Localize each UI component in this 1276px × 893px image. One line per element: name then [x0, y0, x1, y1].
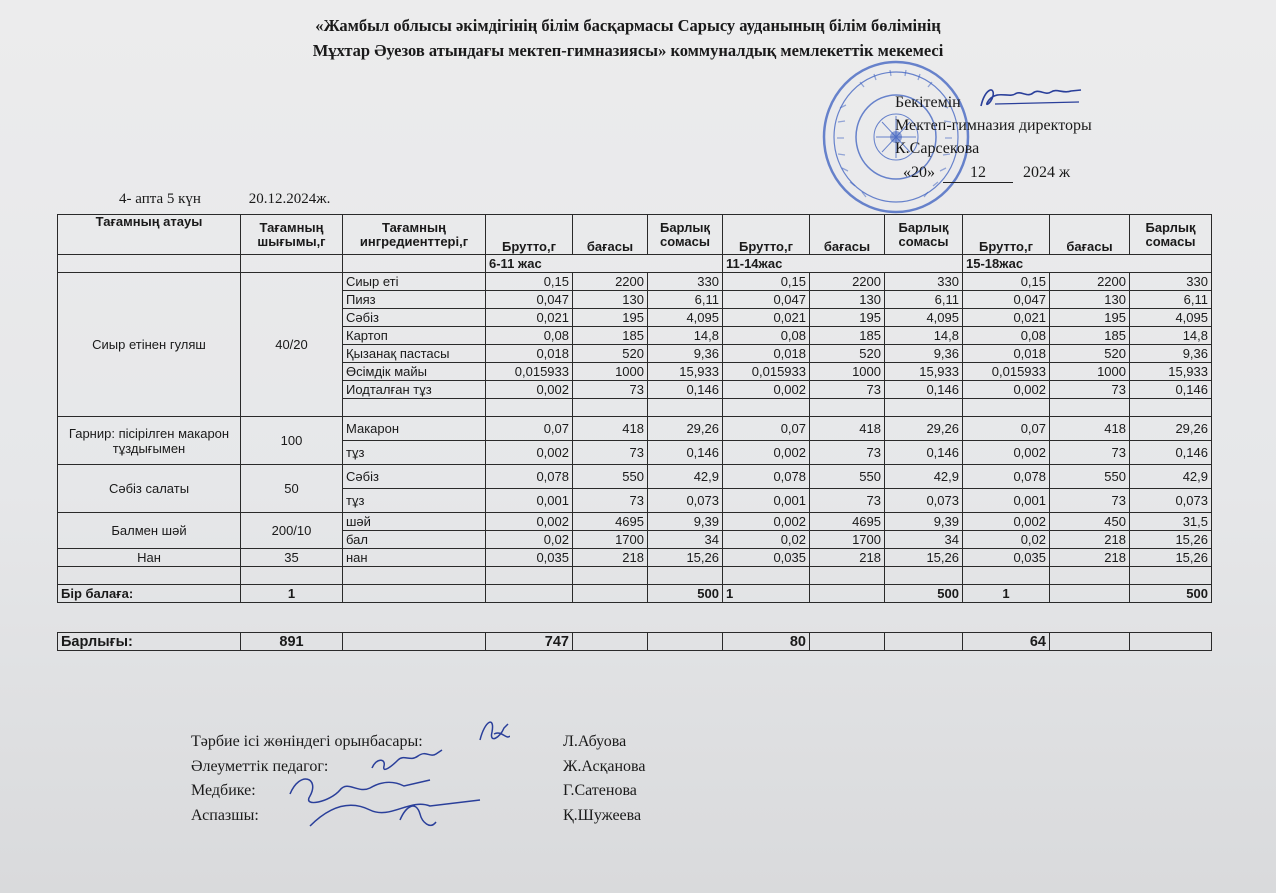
ingredient-value: 0,018: [963, 345, 1050, 363]
ingredient-value: [723, 399, 810, 417]
signer-name: Ж.Асқанова: [563, 757, 646, 775]
ingredient-value: 330: [1130, 273, 1212, 291]
header-name: Тағамның атауы: [58, 215, 241, 255]
ingredient-value: 73: [810, 441, 885, 465]
ingredient-value: 15,26: [648, 549, 723, 567]
ingredient-value: 15,26: [885, 549, 963, 567]
ingredient-value: 42,9: [885, 465, 963, 489]
ingredient-value: 130: [1050, 291, 1130, 309]
ingredient-value: 34: [648, 531, 723, 549]
ingredient-name: шәй: [343, 513, 486, 531]
menu-table: [57, 214, 1212, 603]
ingredient-value: 0,02: [486, 531, 573, 549]
ingredient-value: 34: [885, 531, 963, 549]
age-group-1: 6-11 жас: [486, 255, 723, 273]
ingredient-value: 4,095: [1130, 309, 1212, 327]
ingredient-name: тұз: [343, 441, 486, 465]
ingredient-name: тұз: [343, 489, 486, 513]
week-day: 4- апта 5 күн: [119, 191, 201, 207]
ingredient-name: Сиыр еті: [343, 273, 486, 291]
ingredient-value: 130: [810, 291, 885, 309]
signer-row: [191, 779, 661, 804]
ingredient-value: 0,146: [885, 381, 963, 399]
ingredient-value: 520: [810, 345, 885, 363]
ingredient-value: 0,021: [486, 309, 573, 327]
per-child-total-2: 500: [885, 585, 963, 603]
ingredient-value: 0,035: [723, 549, 810, 567]
ingredient-value: 0,015933: [486, 363, 573, 381]
ingredient-value: 0,002: [486, 513, 573, 531]
header-price-1: бағасы: [573, 215, 648, 255]
age-group-2: 11-14жас: [723, 255, 963, 273]
ingredient-value: 2200: [810, 273, 885, 291]
ingredient-name: Картоп: [343, 327, 486, 345]
header-ingredients: Тағамның ингредиенттері,г: [343, 215, 486, 255]
ingredient-value: 0,146: [1130, 381, 1212, 399]
grand-a: 891: [241, 633, 343, 651]
ingredient-value: 0,073: [648, 489, 723, 513]
ingredient-value: 31,5: [1130, 513, 1212, 531]
ingredient-value: 42,9: [648, 465, 723, 489]
ingredient-value: 0,02: [963, 531, 1050, 549]
ingredient-value: 0,146: [648, 441, 723, 465]
signer-role: Тәрбие ісі жөніндегі орынбасары:: [191, 733, 423, 750]
ingredient-value: 520: [573, 345, 648, 363]
approval-year: 2024 ж: [1023, 164, 1071, 181]
ingredient-value: 195: [573, 309, 648, 327]
ingredient-value: 218: [1050, 549, 1130, 567]
ingredient-value: 2200: [573, 273, 648, 291]
signer-name: Қ.Шужеева: [563, 806, 642, 824]
ingredient-value: 130: [573, 291, 648, 309]
approval-month: [943, 164, 1013, 183]
ingredient-value: 0,073: [1130, 489, 1212, 513]
ingredient-value: 0,002: [963, 381, 1050, 399]
ingredient-value: 15,933: [1130, 363, 1212, 381]
ingredient-value: 0,08: [963, 327, 1050, 345]
ingredient-value: 9,36: [648, 345, 723, 363]
ingredient-value: 218: [573, 549, 648, 567]
dish-yield: 40/20: [241, 273, 343, 417]
ingredient-value: 0,002: [963, 441, 1050, 465]
signers-block: [191, 730, 661, 828]
ingredient-value: 0,002: [486, 441, 573, 465]
official-seal: [820, 58, 972, 216]
ingredient-value: 0,035: [963, 549, 1050, 567]
ingredient-value: 15,26: [1130, 549, 1212, 567]
ingredient-value: 0,021: [963, 309, 1050, 327]
approval-date: [895, 164, 1070, 183]
ingredient-value: 0,001: [963, 489, 1050, 513]
ingredient-value: 218: [1050, 531, 1130, 549]
ingredient-row: [58, 549, 1212, 567]
ingredient-value: [1130, 399, 1212, 417]
ingredient-value: 0,073: [885, 489, 963, 513]
ingredient-name: бал: [343, 531, 486, 549]
ingredient-value: 330: [885, 273, 963, 291]
ingredient-value: 0,002: [723, 513, 810, 531]
ingredient-value: 4695: [573, 513, 648, 531]
age-group-row: [58, 255, 1212, 273]
ingredient-value: 0,047: [486, 291, 573, 309]
ingredient-value: 9,39: [648, 513, 723, 531]
ingredient-value: 1000: [810, 363, 885, 381]
per-child-label: Бір балаға:: [58, 585, 241, 603]
ingredient-value: 73: [810, 489, 885, 513]
signer-name: Л.Абуова: [563, 733, 627, 750]
menu-date: 20.12.2024ж.: [248, 191, 331, 207]
ingredient-value: 0,035: [486, 549, 573, 567]
per-child-total-3: 500: [1130, 585, 1212, 603]
ingredient-value: 29,26: [885, 417, 963, 441]
ingredient-value: 6,11: [1130, 291, 1212, 309]
ingredient-value: [963, 399, 1050, 417]
ingredient-row: [58, 417, 1212, 441]
ingredient-value: 73: [1050, 489, 1130, 513]
ingredient-value: 0,001: [723, 489, 810, 513]
ingredient-value: 0,078: [723, 465, 810, 489]
ingredient-value: 550: [1050, 465, 1130, 489]
ingredient-value: [1050, 399, 1130, 417]
approval-month-value: 12: [970, 164, 986, 181]
header-brutto-1: Брутто,г: [486, 215, 573, 255]
ingredient-value: 29,26: [648, 417, 723, 441]
grand-b: 747: [486, 633, 573, 651]
age-group-3: 15-18жас: [963, 255, 1212, 273]
ingredient-value: 0,07: [723, 417, 810, 441]
dish-name: Гарнир: пісірілген макарон тұздығымен: [58, 417, 241, 465]
ingredient-value: 14,8: [648, 327, 723, 345]
ingredient-value: 1700: [810, 531, 885, 549]
ingredient-value: 0,021: [723, 309, 810, 327]
signer-name: Г.Сатенова: [563, 782, 637, 799]
ingredient-value: 15,933: [648, 363, 723, 381]
ingredient-value: 0,08: [486, 327, 573, 345]
ingredient-value: 418: [573, 417, 648, 441]
dish-name: Сәбіз салаты: [58, 465, 241, 513]
org-title-line2: Мұхтар Әуезов атындағы мектеп-гимназиясы» коммуналдық мемлекеттік мекемесі: [312, 41, 944, 60]
ingredient-row: [58, 465, 1212, 489]
approval-label: Бекітемін: [895, 94, 961, 111]
ingredient-value: 0,018: [486, 345, 573, 363]
header-row: [58, 215, 1212, 255]
header-price-2: бағасы: [810, 215, 885, 255]
ingredient-value: 0,146: [1130, 441, 1212, 465]
ingredient-value: 0,146: [648, 381, 723, 399]
ingredient-value: 9,36: [885, 345, 963, 363]
grand-label: Барлығы:: [58, 633, 241, 651]
ingredient-value: 0,001: [486, 489, 573, 513]
ingredient-value: [486, 399, 573, 417]
ingredient-value: 6,11: [885, 291, 963, 309]
ingredient-value: 29,26: [1130, 417, 1212, 441]
ingredient-name: Қызанақ пастасы: [343, 345, 486, 363]
ingredient-value: 4,095: [885, 309, 963, 327]
ingredient-value: 0,08: [723, 327, 810, 345]
ingredient-value: [648, 399, 723, 417]
ingredient-value: 0,002: [723, 381, 810, 399]
ingredient-value: 195: [1050, 309, 1130, 327]
ingredient-value: 0,015933: [723, 363, 810, 381]
ingredient-value: 550: [573, 465, 648, 489]
grand-total-row: [58, 633, 1212, 651]
director-signature: [975, 82, 1085, 112]
ingredient-value: 0,018: [723, 345, 810, 363]
ingredient-row: [58, 273, 1212, 291]
ingredient-value: 15,933: [885, 363, 963, 381]
ingredient-value: 1000: [1050, 363, 1130, 381]
dish-yield: 200/10: [241, 513, 343, 549]
ingredient-value: 9,39: [885, 513, 963, 531]
signer-row: [191, 804, 661, 829]
ingredient-value: 418: [810, 417, 885, 441]
ingredient-value: 4695: [810, 513, 885, 531]
ingredient-name: нан: [343, 549, 486, 567]
ingredient-value: 520: [1050, 345, 1130, 363]
dish-name: Нан: [58, 549, 241, 567]
approval-name: К.Сарсекова: [895, 140, 980, 157]
dish-name: Балмен шәй: [58, 513, 241, 549]
ingredient-value: 0,047: [963, 291, 1050, 309]
ingredient-value: 73: [573, 441, 648, 465]
ingredient-value: 1000: [573, 363, 648, 381]
header-price-3: бағасы: [1050, 215, 1130, 255]
ingredient-name: Иодталған тұз: [343, 381, 486, 399]
spacer-row: [58, 567, 1212, 585]
signer-row: [191, 730, 661, 755]
ingredient-value: 0,146: [885, 441, 963, 465]
ingredient-name: [343, 399, 486, 417]
ingredient-name: Макарон: [343, 417, 486, 441]
day-info: [119, 191, 374, 208]
grand-c: 80: [723, 633, 810, 651]
ingredient-value: 0,002: [486, 381, 573, 399]
per-child-row: [58, 585, 1212, 603]
ingredient-value: 4,095: [648, 309, 723, 327]
grand-total-table: [57, 632, 1212, 651]
menu-body: [58, 273, 1212, 567]
ingredient-value: 15,26: [1130, 531, 1212, 549]
ingredient-value: 0,15: [723, 273, 810, 291]
ingredient-value: 185: [573, 327, 648, 345]
signer-role: Әлеуметтік педагог:: [191, 757, 329, 775]
header-brutto-2: Брутто,г: [723, 215, 810, 255]
ingredient-value: 14,8: [885, 327, 963, 345]
ingredient-name: Сәбіз: [343, 465, 486, 489]
org-title-line1: «Жамбыл облысы әкімдігінің білім басқармасы Сарысу ауданының білім бөлімінің: [315, 16, 941, 35]
ingredient-value: 0,07: [963, 417, 1050, 441]
ingredient-row: [58, 513, 1212, 531]
ingredient-value: 185: [810, 327, 885, 345]
ingredient-value: 0,07: [486, 417, 573, 441]
ingredient-value: 450: [1050, 513, 1130, 531]
ingredient-value: 330: [648, 273, 723, 291]
approval-day: «20»: [903, 164, 935, 181]
ingredient-value: 42,9: [1130, 465, 1212, 489]
ingredient-name: Пияз: [343, 291, 486, 309]
per-child-b: 1: [723, 585, 810, 603]
header-total-3: Барлық сомасы: [1130, 215, 1212, 255]
ingredient-value: 0,002: [963, 513, 1050, 531]
ingredient-value: 0,15: [486, 273, 573, 291]
header-yield: Тағамның шығымы,г: [241, 215, 343, 255]
ingredient-value: 9,36: [1130, 345, 1212, 363]
ingredient-value: [885, 399, 963, 417]
dish-name: Сиыр етінен гуляш: [58, 273, 241, 417]
ingredient-value: 73: [1050, 381, 1130, 399]
ingredient-value: 73: [573, 381, 648, 399]
ingredient-value: 73: [1050, 441, 1130, 465]
approval-position: Мектеп-гимназия директоры: [895, 117, 1092, 134]
ingredient-value: 0,02: [723, 531, 810, 549]
ingredient-value: [810, 399, 885, 417]
per-child-total-1: 500: [648, 585, 723, 603]
ingredient-value: 73: [573, 489, 648, 513]
per-child-a: 1: [241, 585, 343, 603]
signer-role: Медбике:: [191, 782, 256, 799]
ingredient-value: 2200: [1050, 273, 1130, 291]
ingredient-name: Сәбіз: [343, 309, 486, 327]
signer-row: [191, 755, 661, 780]
ingredient-value: 0,002: [723, 441, 810, 465]
ingredient-value: 1700: [573, 531, 648, 549]
ingredient-value: [573, 399, 648, 417]
ingredient-value: 73: [810, 381, 885, 399]
ingredient-value: 185: [1050, 327, 1130, 345]
ingredient-value: 0,078: [486, 465, 573, 489]
dish-yield: 50: [241, 465, 343, 513]
ingredient-value: 195: [810, 309, 885, 327]
dish-yield: 100: [241, 417, 343, 465]
ingredient-value: 550: [810, 465, 885, 489]
ingredient-value: 14,8: [1130, 327, 1212, 345]
per-child-c: 1: [963, 585, 1050, 603]
grand-d: 64: [963, 633, 1050, 651]
signer-role: Аспазшы:: [191, 806, 259, 824]
ingredient-name: Өсімдік майы: [343, 363, 486, 381]
ingredient-value: 218: [810, 549, 885, 567]
dish-yield: 35: [241, 549, 343, 567]
header-total-1: Барлық сомасы: [648, 215, 723, 255]
ingredient-value: 0,15: [963, 273, 1050, 291]
ingredient-value: 0,078: [963, 465, 1050, 489]
ingredient-value: 418: [1050, 417, 1130, 441]
ingredient-value: 6,11: [648, 291, 723, 309]
ingredient-value: 0,015933: [963, 363, 1050, 381]
header-total-2: Барлық сомасы: [885, 215, 963, 255]
header-brutto-3: Брутто,г: [963, 215, 1050, 255]
ingredient-value: 0,047: [723, 291, 810, 309]
